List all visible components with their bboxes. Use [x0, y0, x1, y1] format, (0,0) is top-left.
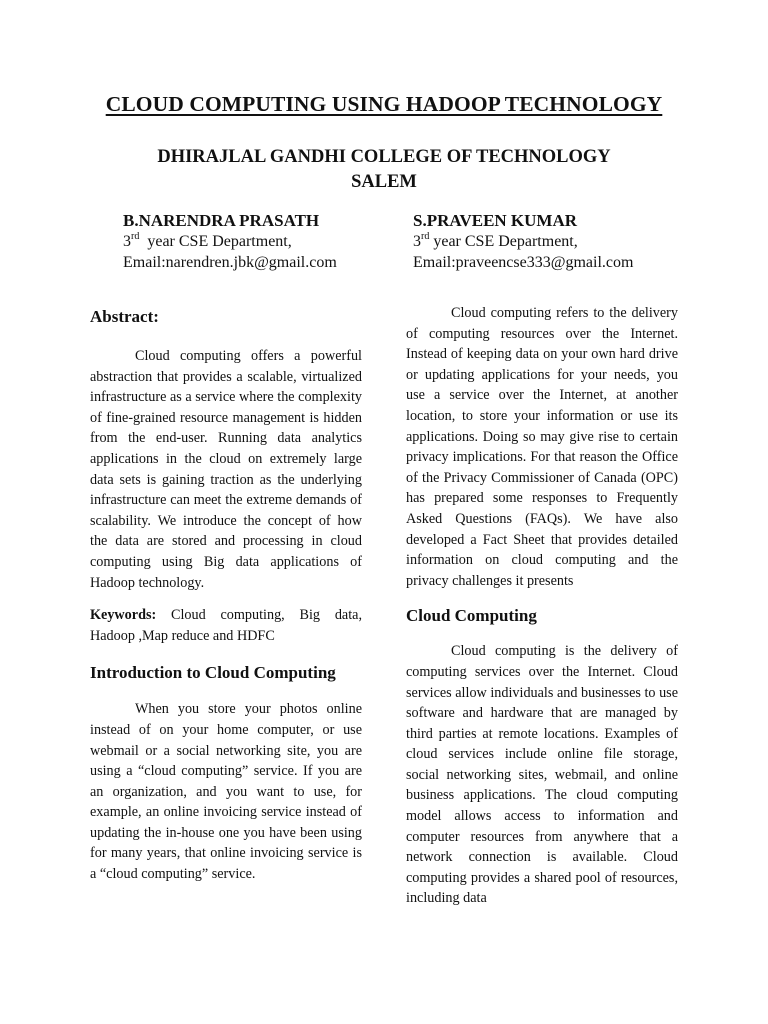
- college-name-line-1: DHIRAJLAL GANDHI COLLEGE OF TECHNOLOGY: [157, 147, 611, 167]
- author-name: S.PRAVEEN KUMAR: [413, 211, 578, 230]
- keywords-text: Cloud computing, Big data, Hadoop ,Map reduce and HDFC: [90, 607, 362, 644]
- author-year-number: 3: [413, 233, 421, 250]
- paper-title: CLOUD COMPUTING USING HADOOP TECHNOLOGY: [105, 92, 663, 116]
- author-department: [123, 231, 337, 252]
- keywords-label: Keywords:: [90, 607, 157, 624]
- right-column: [406, 300, 678, 909]
- cloud-computing-heading: Cloud Computing: [406, 606, 537, 626]
- abstract-heading: Abstract:: [90, 307, 159, 326]
- author-year-suffix: rd: [131, 231, 140, 242]
- author-year-number: 3: [123, 233, 131, 250]
- author-block-1: [123, 210, 337, 273]
- college-name: [0, 145, 768, 195]
- college-location: SALEM: [351, 172, 417, 192]
- intro-heading: Introduction to Cloud Computing: [90, 663, 336, 683]
- keywords-paragraph: [90, 605, 362, 646]
- abstract-text: Cloud computing offers a powerful abstraction that provides a scalable, virtualized infrastructure as a service where the complexity of fine-grained resource management is hidden from the end-user. Running data analytics applications in the cloud on extremely large data sets is gaining traction as the underlying infrastructure can meet the extreme demands of scalability. We introduce the concept of how the data are stored and processing in cloud computing using Big data applications of Hadoop technology.: [90, 348, 362, 591]
- author-department-text: year CSE Department,: [433, 233, 578, 250]
- intro-text: When you store your photos online instead of on your home computer, or use webmail or a social networking site, you are using a “cloud computing” service. If you are an organization, and you want to use, for example, an online invoicing service instead of updating the in-house one you have been using for many years, that online invoicing service is a “cloud computing” service.: [90, 701, 362, 883]
- author-name: B.NARENDRA PRASATH: [123, 211, 320, 230]
- cloud-computing-text: Cloud computing is the delivery of computing services over the Internet. Cloud services allow individuals and businesses to use software and hardware that are managed by third parties at remote locations. Examples of cloud services include online file storage, social networking sites, webmail, and online business applications. The cloud computing model allows access to information and computer resources from anywhere that a network connection is available. Cloud computing provides a shared pool of resources, including data: [406, 643, 678, 907]
- cloud-intro-paragraph: Cloud computing refers to the delivery of computing resources over the Internet. Instead of keeping data on your own hard drive or updating applications for your needs, you use a service over the Internet, at another location, to store your information or use its applications. Doing so may give rise to certain privacy implications. For that reason the Office of the Privacy Commissioner of Canada (OPC) has prepared some responses to Frequently Asked Questions (FAQs). We have also developed a Fact Sheet that provides detailed information on cloud computing and the privacy challenges it presents: [406, 305, 678, 589]
- left-column: [90, 300, 362, 885]
- author-year-suffix: rd: [421, 231, 430, 242]
- author-email: Email:praveencse333@gmail.com: [413, 254, 634, 271]
- author-department-text: year CSE Department,: [147, 233, 292, 250]
- author-block-2: [413, 210, 633, 273]
- author-email: Email:narendren.jbk@gmail.com: [123, 254, 337, 271]
- author-department: [413, 231, 633, 252]
